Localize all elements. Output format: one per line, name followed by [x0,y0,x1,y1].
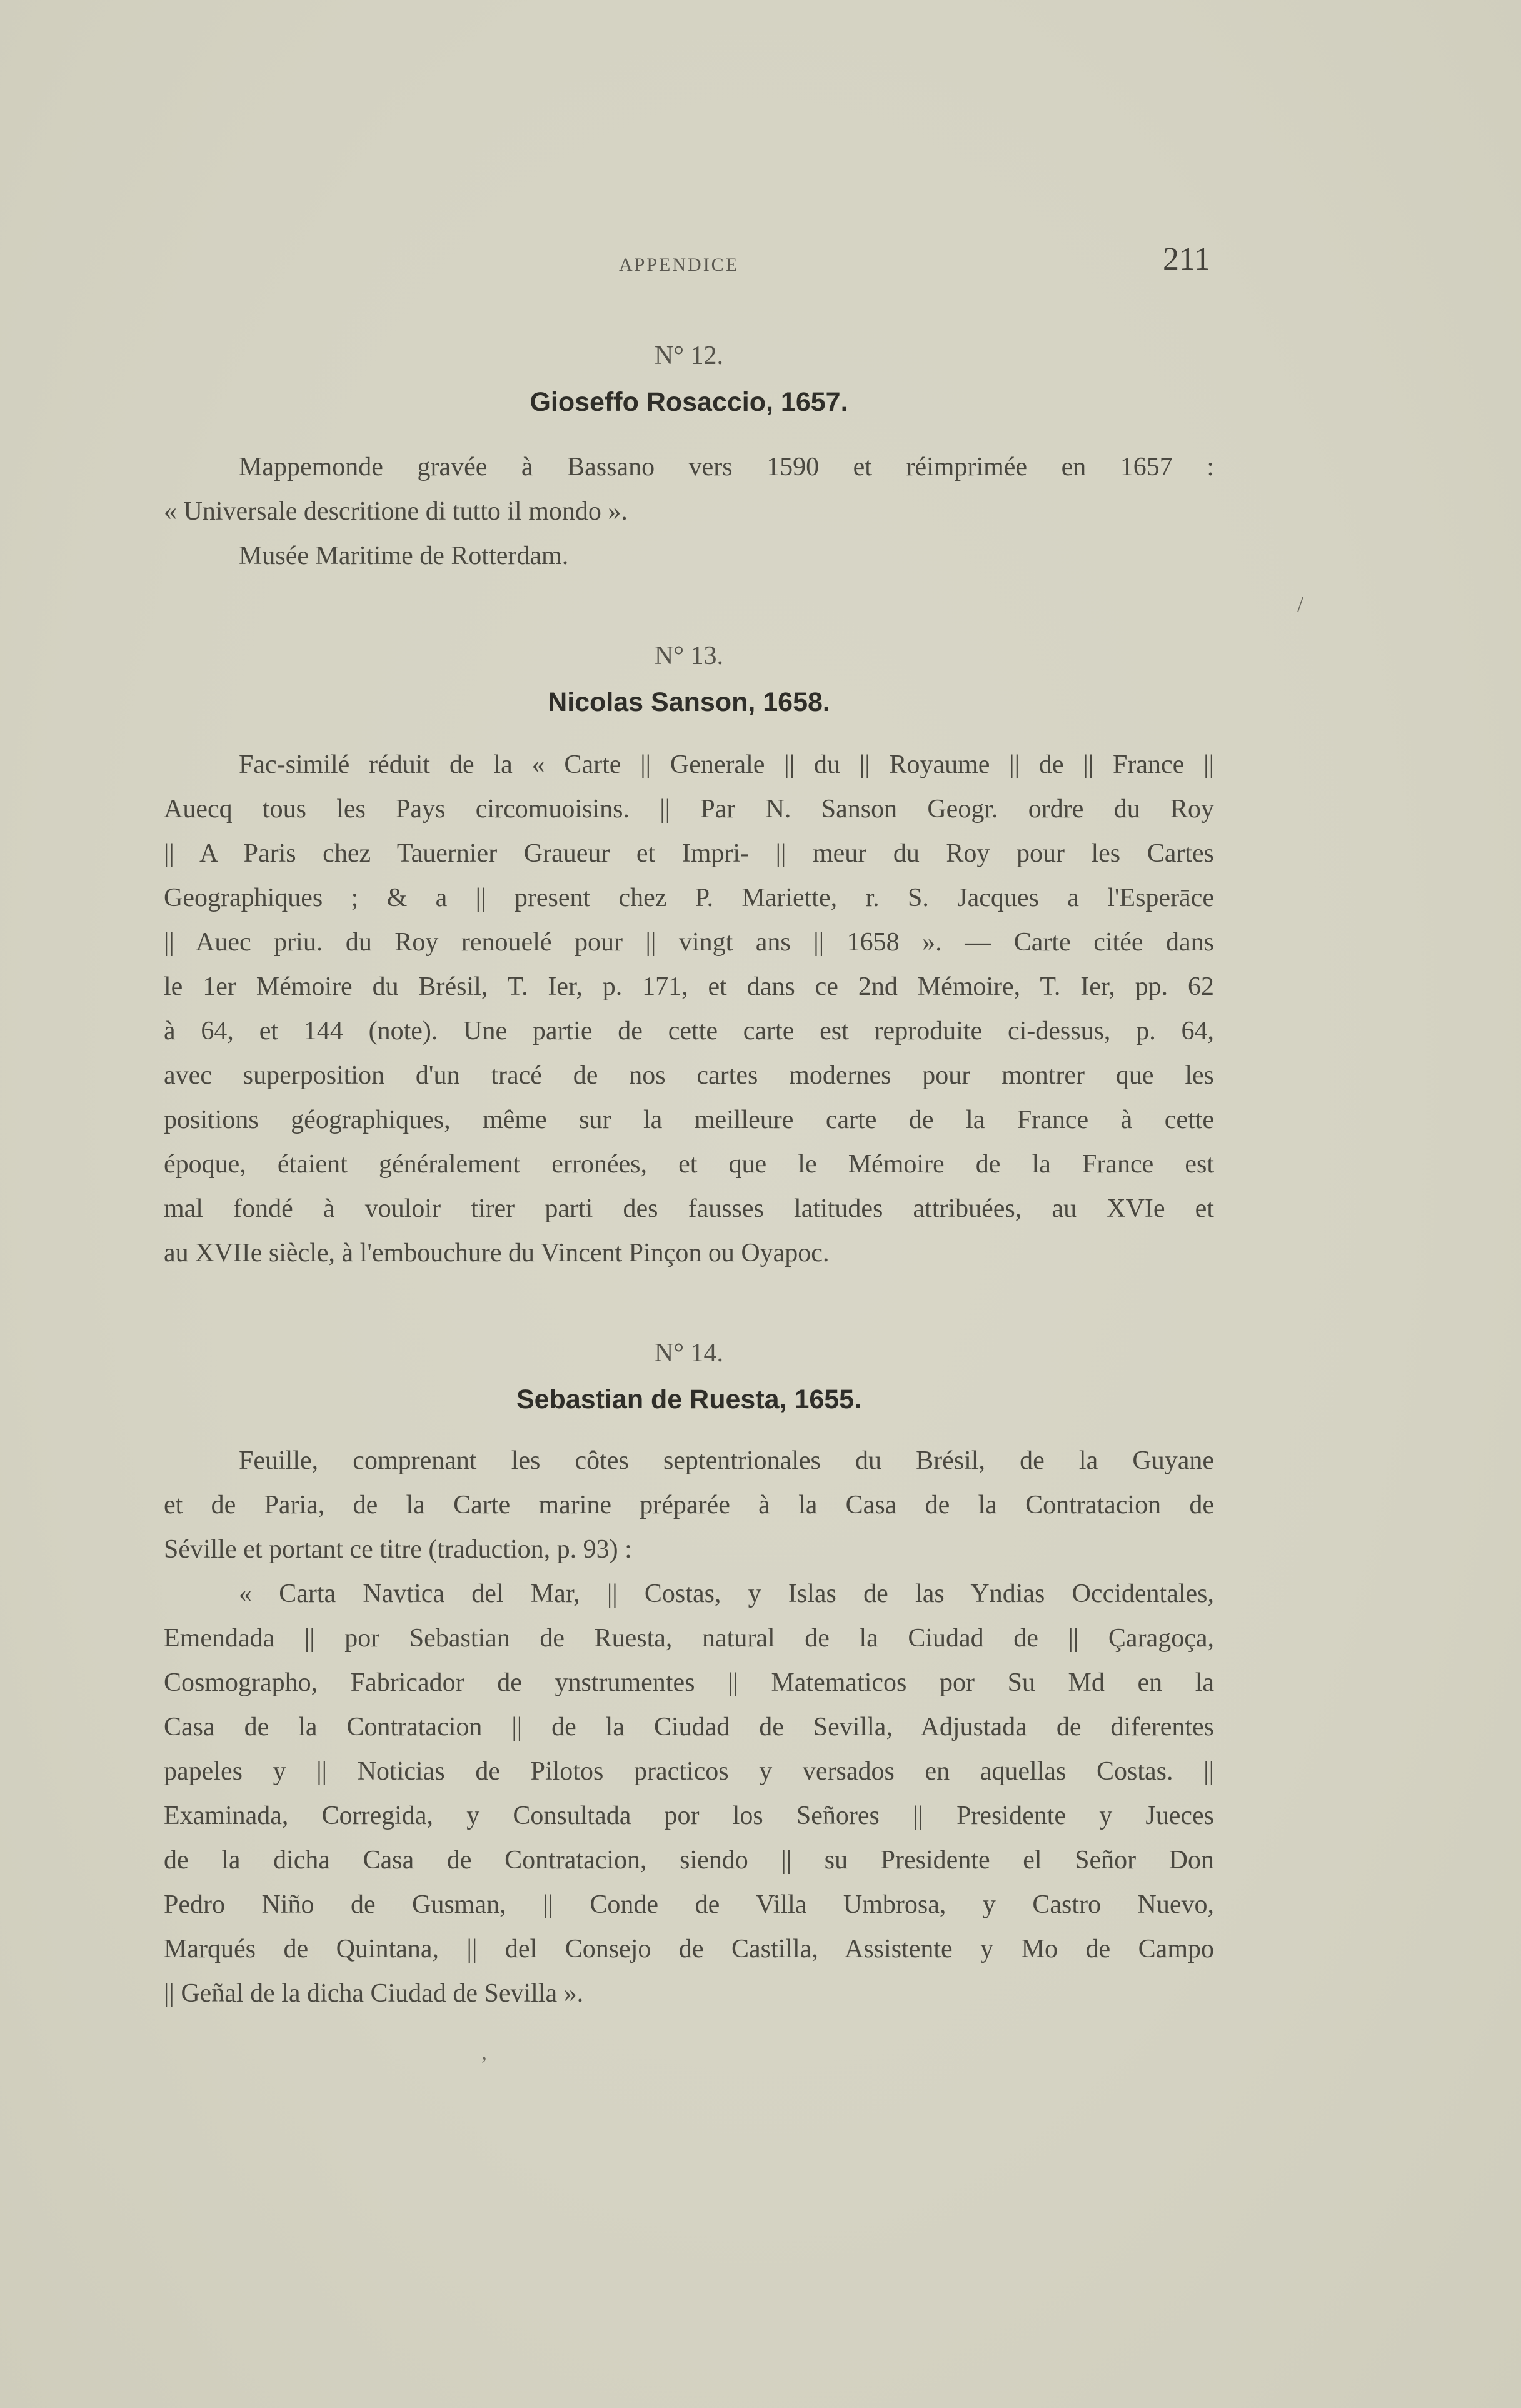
entry-title: Sebastian de Ruesta, 1655. [516,1384,862,1414]
running-title: APPENDICE [619,254,740,275]
text-line: avec superposition d'un tracé de nos cartes modernes pour montrer que les [164,1061,1214,1090]
text-line: Pedro Niño de Gusman, || Conde de Villa Umbrosa, y Castro Nuevo, [164,1890,1214,1919]
text-line: le 1er Mémoire du Brésil, T. Ier, p. 171, et dans ce 2nd Mémoire, T. Ier, pp. 62 [164,972,1214,1001]
entry-body [164,743,1214,1276]
entry-number: N° 12. [654,341,724,370]
text-line: de la dicha Casa de Contratacion, siendo || su Presidente el Señor Don [164,1846,1214,1875]
entry-13 [164,641,1214,1276]
text-line: Mappemonde gravée à Bassano vers 1590 et réimprimée en 1657 : [239,453,1214,481]
text-line: et de Paria, de la Carte marine préparée à la Casa de la Contratacion de [164,1491,1214,1519]
text-line: || A Paris chez Tauernier Graueur et Impri- || meur du Roy pour les Cartes [164,839,1214,868]
text-line: Casa de la Contratacion || de la Ciudad de Sevilla, Adjustada de diferentes [164,1713,1214,1741]
entry-body [164,445,1214,578]
text-line: époque, étaient généralement erronées, et que le Mémoire de la France est [164,1150,1214,1179]
stray-mark: / [1297,592,1304,617]
entry-number: N° 14. [654,1339,724,1368]
entry-title: Nicolas Sanson, 1658. [548,687,830,717]
text-line: Geographiques ; & a || present chez P. Mariette, r. S. Jacques a l'Esperāce [164,884,1214,912]
text-line: Feuille, comprenant les côtes septentrionales du Brésil, de la Guyane [239,1446,1214,1475]
text-line: à 64, et 144 (note). Une partie de cette carte est reproduite ci-dessus, p. 64, [164,1017,1214,1045]
text-line: « Universale descritione di tutto il mondo ». [164,497,628,526]
entry-title: Gioseffo Rosaccio, 1657. [530,387,848,417]
entry-14 [164,1338,1214,2016]
text-line: || Geñal de la dicha Ciudad de Sevilla ». [164,1979,584,2008]
stray-mark: , [481,2039,487,2064]
text-line: papeles y || Noticias de Pilotos practicos y versados en aquellas Costas. || [164,1757,1214,1786]
text-line: positions géographiques, même sur la meilleure carte de la France à cette [164,1106,1214,1134]
text-line: Auecq tous les Pays circomuoisins. || Par N. Sanson Geogr. ordre du Roy [164,795,1214,824]
page-number: 211 [1163,241,1211,277]
page-header [619,241,1369,285]
text-line: Marqués de Quintana, || del Consejo de Castilla, Assistente y Mo de Campo [164,1935,1214,1963]
text-line: Emendada || por Sebastian de Ruesta, natural de la Ciudad de || Çaragoça, [164,1624,1214,1653]
text-line: Musée Maritime de Rotterdam. [239,542,569,570]
entry-body [164,1439,1214,2016]
text-line: Fac-similé réduit de la « Carte || Generale || du || Royaume || de || France || [239,750,1214,779]
text-line: « Carta Navtica del Mar, || Costas, y Islas de las Yndias Occidentales, [239,1579,1214,1608]
text-line: Séville et portant ce titre (traduction, p. 93) : [164,1535,632,1564]
text-line: au XVIIe siècle, à l'embouchure du Vincent Pinçon ou Oyapoc. [164,1239,830,1267]
text-line: mal fondé à vouloir tirer parti des fausses latitudes attribuées, au XVIe et [164,1194,1214,1223]
entry-12 [164,341,1214,578]
text-line: Examinada, Corregida, y Consultada por los Señores || Presidente y Jueces [164,1801,1214,1830]
entry-number: N° 13. [654,642,724,670]
text-line: || Auec priu. du Roy renouelé pour || vingt ans || 1658 ». — Carte citée dans [164,928,1214,957]
text-line: Cosmographo, Fabricador de ynstrumentes || Matematicos por Su Md en la [164,1668,1214,1697]
